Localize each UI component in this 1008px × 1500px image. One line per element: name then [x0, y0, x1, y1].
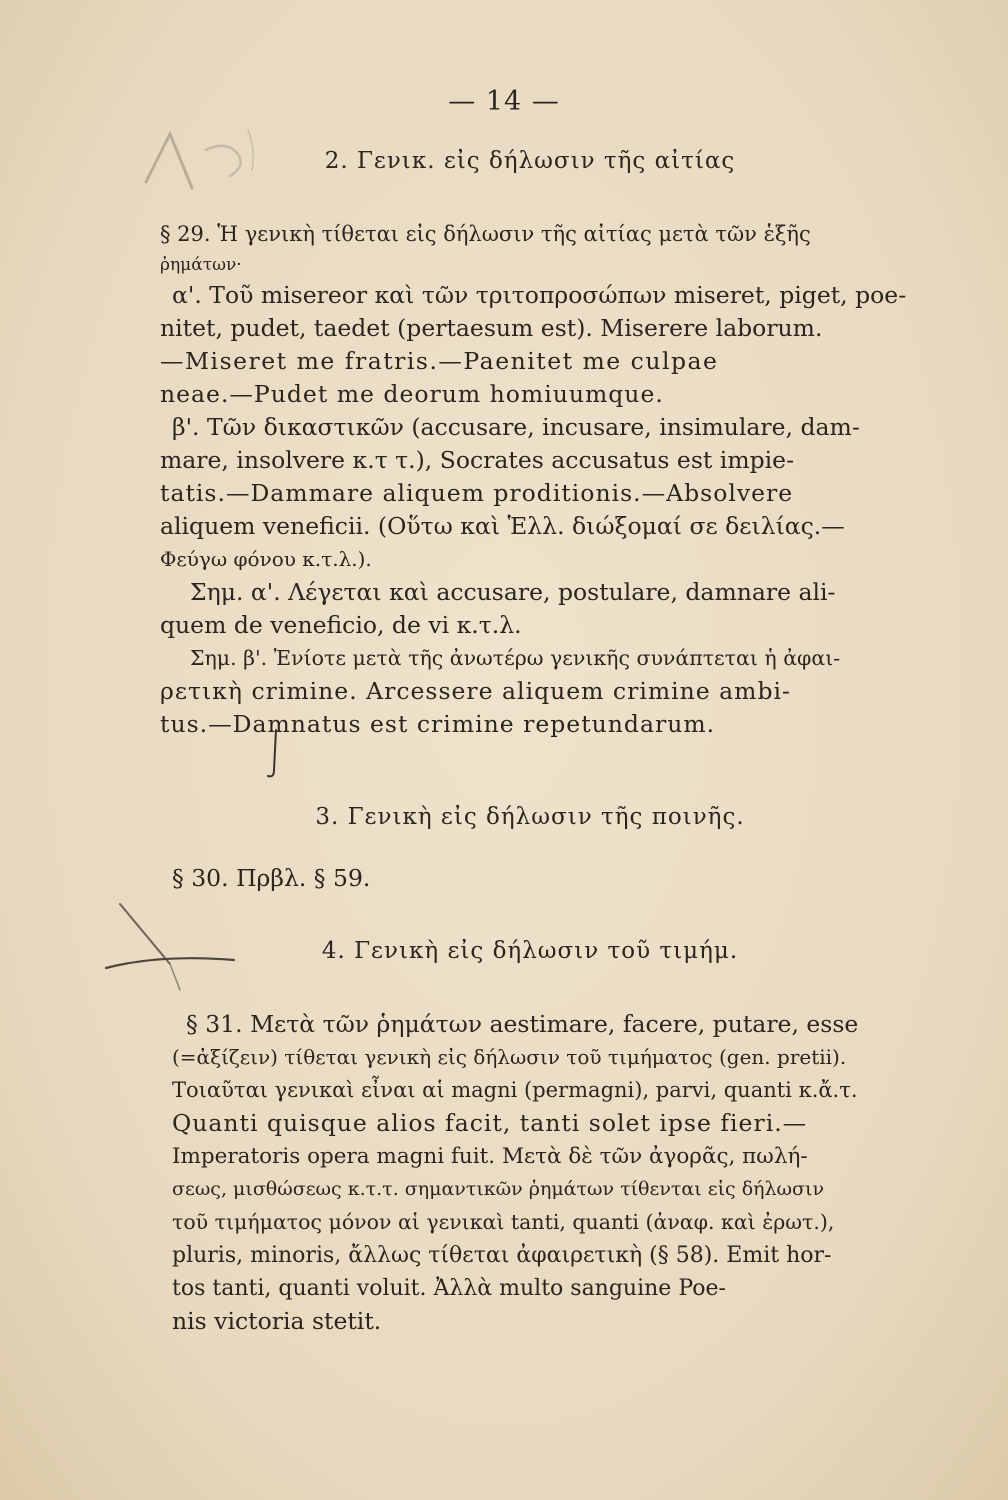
text-line: —Miseret me fratris.—Paenitet me culpae [160, 347, 719, 375]
text-line: quem de veneficio, de vi κ.τ.λ. [160, 611, 522, 639]
text-line: Σημ. β'. Ἐνίοτε μετὰ τῆς ἀνωτέρω γενικῆς συνάπτεται ἡ ἀφαι- [190, 646, 841, 670]
text-line: § 31. Μετὰ τῶν ῥημάτων aestimare, facere, putare, esse [186, 1010, 859, 1038]
text-line: τοῦ τιμήματος μόνον αἱ γενικαὶ tanti, quanti (ἀναφ. καὶ ἐρωτ.), [172, 1210, 835, 1234]
text-line: β'. Τῶν δικαστικῶν (accusare, incusare, insimulare, dam- [172, 413, 860, 441]
text-line: nitet, pudet, taedet (pertaesum est). Miserere laborum. [160, 314, 823, 342]
text-line: tus.—Damnatus est crimine repetundarum. [160, 710, 716, 738]
text-line: neae.—Pudet me deorum homiuumque. [160, 380, 664, 408]
text-line: tatis.—Dammare aliquem proditionis.—Absolvere [160, 479, 794, 507]
section-2-body [160, 218, 920, 741]
text-line: (=ἀξίζειν) τίθεται γενικὴ εἰς δήλωσιν τοῦ τιμήματος (gen. pretii). [172, 1045, 847, 1069]
text-line: § 30. Πρβλ. § 59. [172, 864, 371, 892]
text-line: Φεύγω φόνου κ.τ.λ.). [160, 547, 372, 571]
text-line: Quanti quisque alios facit, tanti solet ipse fieri.— [172, 1109, 808, 1137]
text-line: ρετικὴ crimine. Arcessere aliquem crimine ambi- [160, 677, 791, 705]
text-line: Τοιαῦται γενικαὶ εἶναι αἱ magni (permagni), parvi, quanti κ.ἄ.τ. [172, 1078, 858, 1102]
section-2-heading: 2. Γενικ. εἰς δήλωσιν τῆς αἰτίας [324, 148, 736, 174]
section-3-heading: 3. Γενικὴ εἰς δήλωσιν τῆς ποινῆς. [315, 804, 745, 830]
text-line: σεως, μισθώσεως κ.τ.τ. σημαντικῶν ῥημάτων τίθενται εἰς δήλωσιν [172, 1178, 825, 1200]
text-line: α'. Τοῦ misereor καὶ τῶν τριτοπροσώπων miseret, piget, poe- [172, 281, 907, 309]
text-line: Imperatoris opera magni fuit. Μετὰ δὲ τῶν ἀγορᾶς, πωλή- [172, 1144, 808, 1169]
text-line: nis victoria stetit. [172, 1307, 382, 1335]
text-line: § 29. Ἡ γενικὴ τίθεται εἰς δήλωσιν τῆς αἰτίας μετὰ τῶν ἑξῆς [160, 222, 811, 246]
text-line: ῥημάτων· [160, 255, 242, 275]
text-line: aliquem veneficii. (Οὕτω καὶ Ἑλλ. διώξομαί σε δειλίας.— [160, 512, 845, 540]
text-line: mare, insolvere κ.τ τ.), Socrates accusatus est impie- [160, 446, 795, 474]
page-number: — 14 — [448, 86, 560, 117]
section-3-body [172, 862, 932, 895]
text-line: Σημ. α'. Λέγεται καὶ accusare, postulare, damnare ali- [190, 578, 836, 606]
section-4-body [172, 1008, 922, 1338]
section-4-heading: 4. Γενικὴ εἰς δήλωσιν τοῦ τιμήμ. [321, 938, 739, 964]
text-line: pluris, minoris, ἄλλως τίθεται ἀφαιρετικὴ (§ 58). Emit hor- [172, 1243, 832, 1268]
text-line: tos tanti, quanti voluit. Ἀλλὰ multo sanguine Poe- [172, 1276, 726, 1301]
